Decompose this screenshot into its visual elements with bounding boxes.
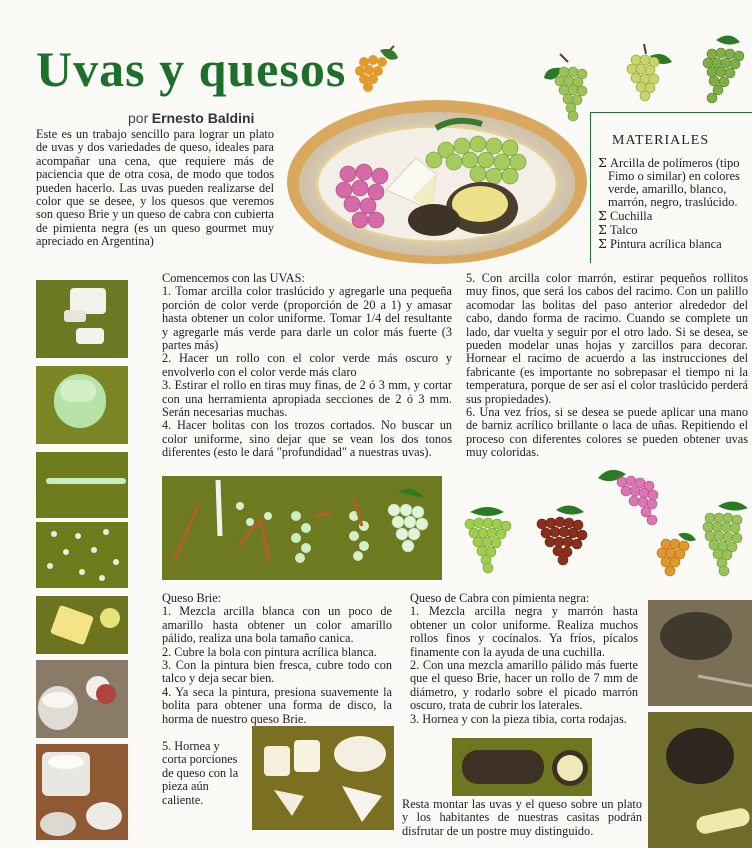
page-title: Uvas y quesos (36, 41, 347, 97)
uvas-continued (466, 272, 748, 460)
uvas-section (162, 272, 452, 460)
list-item: Σ Arcilla de polímeros (tipo Fimo o similar) en colores verde, amarillo, blanco, marrón, negro, traslúcido. (598, 155, 740, 209)
brie-step-4: 4. Ya seca la pintura, presiona suavemente la bolita para obtener una forma de disco, la horma de nuestro queso Brie. (162, 685, 392, 726)
pink-grape-icon (596, 464, 666, 534)
byline (128, 110, 254, 128)
brie-step-5: 5. Hornea y corta porciones de queso con la pieza aún caliente. (162, 739, 239, 807)
step-photo-3 (36, 452, 128, 518)
step-photo-7 (36, 744, 128, 840)
step-photo-5 (36, 596, 128, 654)
list-item: Σ Pintura acrílica blanca (598, 236, 722, 251)
brie-heading: Queso Brie: (162, 591, 222, 605)
uvas-step-4: 4. Hacer bolitas con los trozos cortados. No buscar un color uniforme, sino dejar que se vean los dos tonos diferentes (esto le dará "profundidad" a nuestras uvas). (162, 418, 452, 460)
yellow-grape-icon (622, 42, 678, 112)
byline-prefix: por (128, 110, 149, 126)
orange-grape-icon (350, 44, 402, 100)
materials-list (598, 156, 752, 251)
uvas-step-5: 5. Con arcilla color marrón, estirar pequeños rollitos muy finos, que será los cabos del racimo. Con un palillo acomodar las bolitas del paso anterior alrededor del cabo, dando forma de racimo. Cuando se complete un lado, dar vuelta y seguir por el otro lado. Si se desea, se pueden modelar unas hojas y zarcillos para decorar. Hornear el racimo de acuerdo a las instrucciones del fabricante (es importante no sobrepasar el tiempo ni la temperatura, porque de ser así el color traslúcido perderá sus propiedades). (466, 271, 748, 406)
brie-step-3: 3. Con la pintura bien fresca, cubre todo con talco y deja secar bien. (162, 658, 392, 686)
intro-text: Este es un trabajo sencillo para lograr un plato de uvas y dos variedades de queso, ideales para acompañar una cena, que requiere más de paciencia que de otra cosa, de modo que todos pueden hacerlo. Las uvas pueden realizarse del color que se desee, y los quesos que veremos son queso Brie y un queso de cabra con cubierta de pimienta negra (es un queso gourmet muy apreciado en Argentina) (36, 127, 274, 249)
brown-grape-icon (530, 500, 600, 576)
cabra-heading: Queso de Cabra con pimienta negra: (410, 591, 590, 605)
uvas-step-3: 3. Estirar el rollo en tiras muy finas, de 2 ó 3 mm, y cortar con una herramienta apropiada secciones de 2 ó 3 mm. Serán necesarias muchas. (162, 378, 452, 420)
green-grape-icon (700, 30, 752, 110)
cabra-step-1: 1. Mezcla arcilla negra y marrón hasta obtener un color uniforme. Realiza muchos rollos finos y cocínalos. Ya fríos, pícalos finamente con la ayuda de una cuchilla. (410, 604, 638, 659)
uvas-step-1: 1. Tomar arcilla color traslúcido y agregarle una pequeña porción de color verde (proporción de 20 a 1) y amasar hasta obtener un color uniforme. Tomar 1/4 del resultante y agregarle más verde para darle un color más fuerte (3 partes más) (162, 284, 452, 353)
author-name: Ernesto Baldini (151, 110, 255, 126)
step-photo-1 (36, 280, 128, 358)
step-photo-4 (36, 522, 128, 588)
orange-grape-icon (652, 530, 700, 586)
brie-photo (252, 726, 394, 830)
list-item: Σ Cuchilla (598, 208, 653, 223)
materials-heading: MATERIALES (612, 133, 710, 148)
brie-step-1: 1. Mezcla arcilla blanca con un poco de amarillo hasta obtener un color amarillo pálido, realiza una bola tamaño canica. (162, 604, 392, 646)
brie-section (162, 592, 392, 686)
cabra-step-2: 2. Con una mezcla amarillo pálido más fuerte que el queso Brie, hacer un rollo de 7 mm de diámetro, y rodarlo sobre el picado marrón oscuro, trata de cubrir los laterales. (410, 658, 638, 713)
cabra-step-3: 3. Hornea y con la pieza tibia, corta rodajas. (410, 711, 627, 726)
uvas-step-2: 2. Hacer un rollo con el color verde más oscuro y envolverlo con el color verde más claro (162, 351, 452, 379)
brie-section-2 (162, 686, 392, 726)
step-photo-6 (36, 660, 128, 738)
goat-cheese-photo (452, 738, 592, 796)
closing-text: Resta montar las uvas y el queso sobre un plato y los habitantes de nuestras casitas podrán disfrutar de un postre muy distinguido. (402, 797, 642, 838)
green-grape-icon (458, 498, 524, 578)
cheese-roll-photo (648, 712, 752, 848)
pepper-photo (648, 600, 752, 706)
uvas-heading: Comencemos con las UVAS: (162, 271, 305, 285)
cabra-section (410, 592, 638, 726)
uvas-step-6: 6. Una vez fríos, si se desea se puede aplicar una mano de barniz acrílico brillante o laca de uñas. Repitiendo el proceso con diferentes colores se pueden obtener uvas muy coloridas. (466, 405, 748, 460)
list-item: Σ Talco (598, 222, 638, 237)
brie-step-2: 2. Cubre la bola con pintura acrílica blanca. (162, 644, 377, 659)
step-photo-2 (36, 366, 128, 444)
plate-photo (286, 98, 588, 266)
green-grape-icon (700, 496, 752, 586)
grape-steps-photo (162, 476, 442, 580)
brie-section-3 (162, 740, 244, 807)
